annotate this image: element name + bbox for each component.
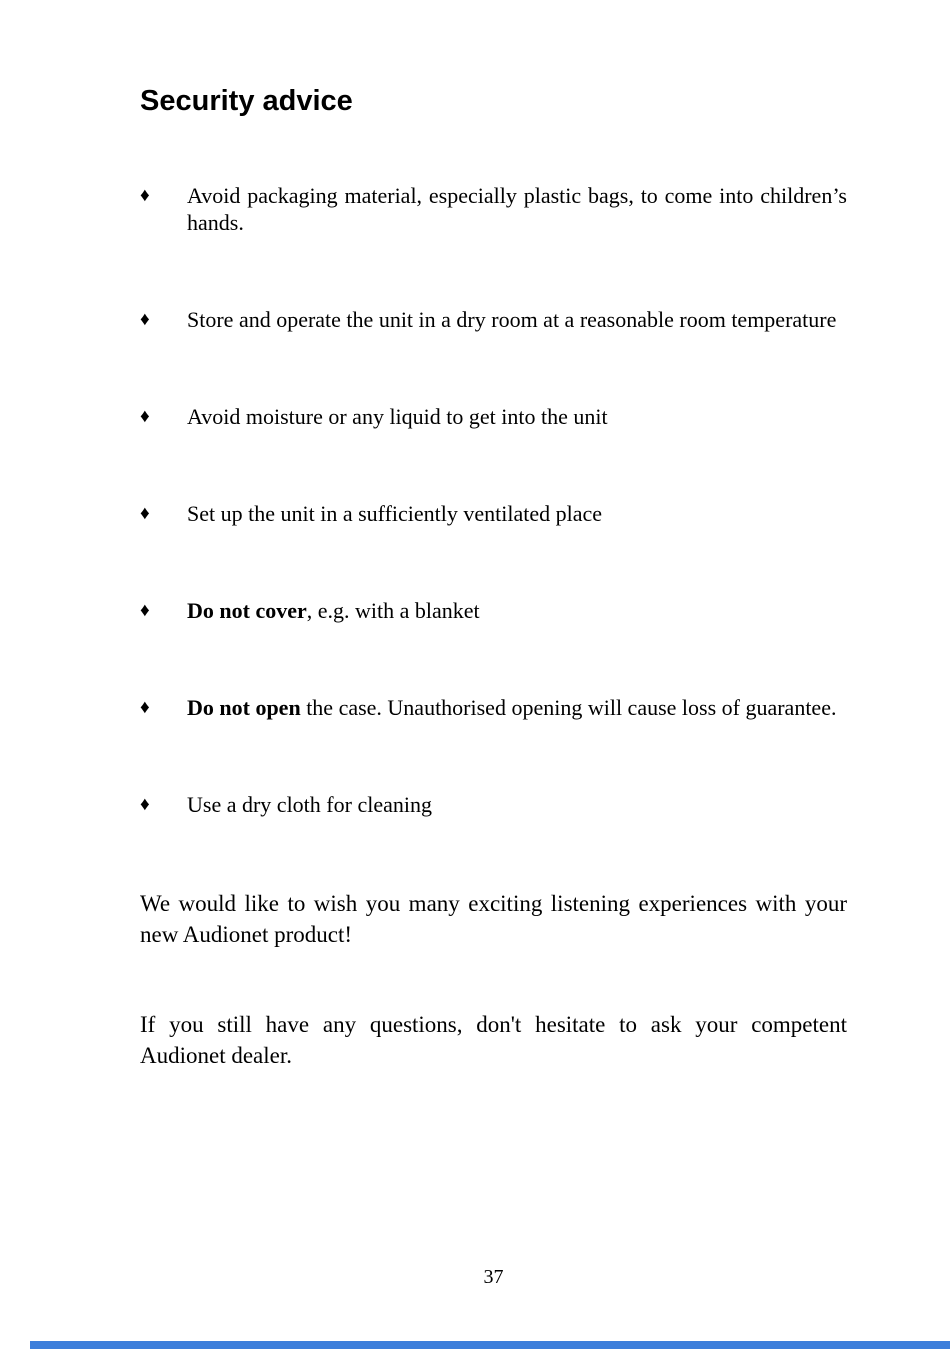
list-item-regular-text: Set up the unit in a sufficiently ventilated place <box>187 501 603 526</box>
list-item <box>140 500 847 527</box>
list-item-regular-text: the case. Unauthorised opening will cause loss of guarantee. <box>300 695 837 720</box>
security-advice-list <box>140 182 847 818</box>
list-item-text <box>187 182 847 236</box>
list-item-regular-text: Avoid packaging material, especially plastic bags, to come into children’s hands. <box>187 183 847 235</box>
diamond-bullet-icon: ♦ <box>140 185 150 206</box>
list-item-text <box>187 403 847 430</box>
list-item-text <box>187 597 847 624</box>
page-content <box>0 85 950 1071</box>
page-number: 37 <box>483 1266 504 1288</box>
list-item-text <box>187 791 847 818</box>
diamond-bullet-icon: ♦ <box>140 503 150 524</box>
page-title: Security advice <box>140 85 353 117</box>
diamond-bullet-icon: ♦ <box>140 309 150 330</box>
list-item-regular-text: Use a dry cloth for cleaning <box>187 792 432 817</box>
list-item <box>140 791 847 818</box>
footer-accent-bar <box>30 1341 950 1349</box>
list-item-text <box>187 500 847 527</box>
list-item-regular-text: Store and operate the unit in a dry room at a reasonable room temperature <box>187 307 837 332</box>
list-item <box>140 306 847 333</box>
list-item <box>140 597 847 624</box>
list-item <box>140 403 847 430</box>
list-item-regular-text: , e.g. with a blanket <box>306 598 480 623</box>
diamond-bullet-icon: ♦ <box>140 794 150 815</box>
list-item-bold-text: Do not cover <box>187 598 307 623</box>
closing-paragraph-wish: We would like to wish you many exciting listening experiences with your new Audionet product! <box>140 891 847 947</box>
list-item-text <box>187 306 847 333</box>
list-item <box>140 694 847 721</box>
list-item-text <box>187 694 847 721</box>
list-item-bold-text: Do not open <box>187 695 301 720</box>
diamond-bullet-icon: ♦ <box>140 406 150 427</box>
diamond-bullet-icon: ♦ <box>140 697 150 718</box>
diamond-bullet-icon: ♦ <box>140 600 150 621</box>
list-item <box>140 182 847 236</box>
closing-paragraph-dealer: If you still have any questions, don't hesitate to ask your competent Audionet dealer. <box>140 1012 847 1068</box>
list-item-regular-text: Avoid moisture or any liquid to get into the unit <box>187 404 608 429</box>
